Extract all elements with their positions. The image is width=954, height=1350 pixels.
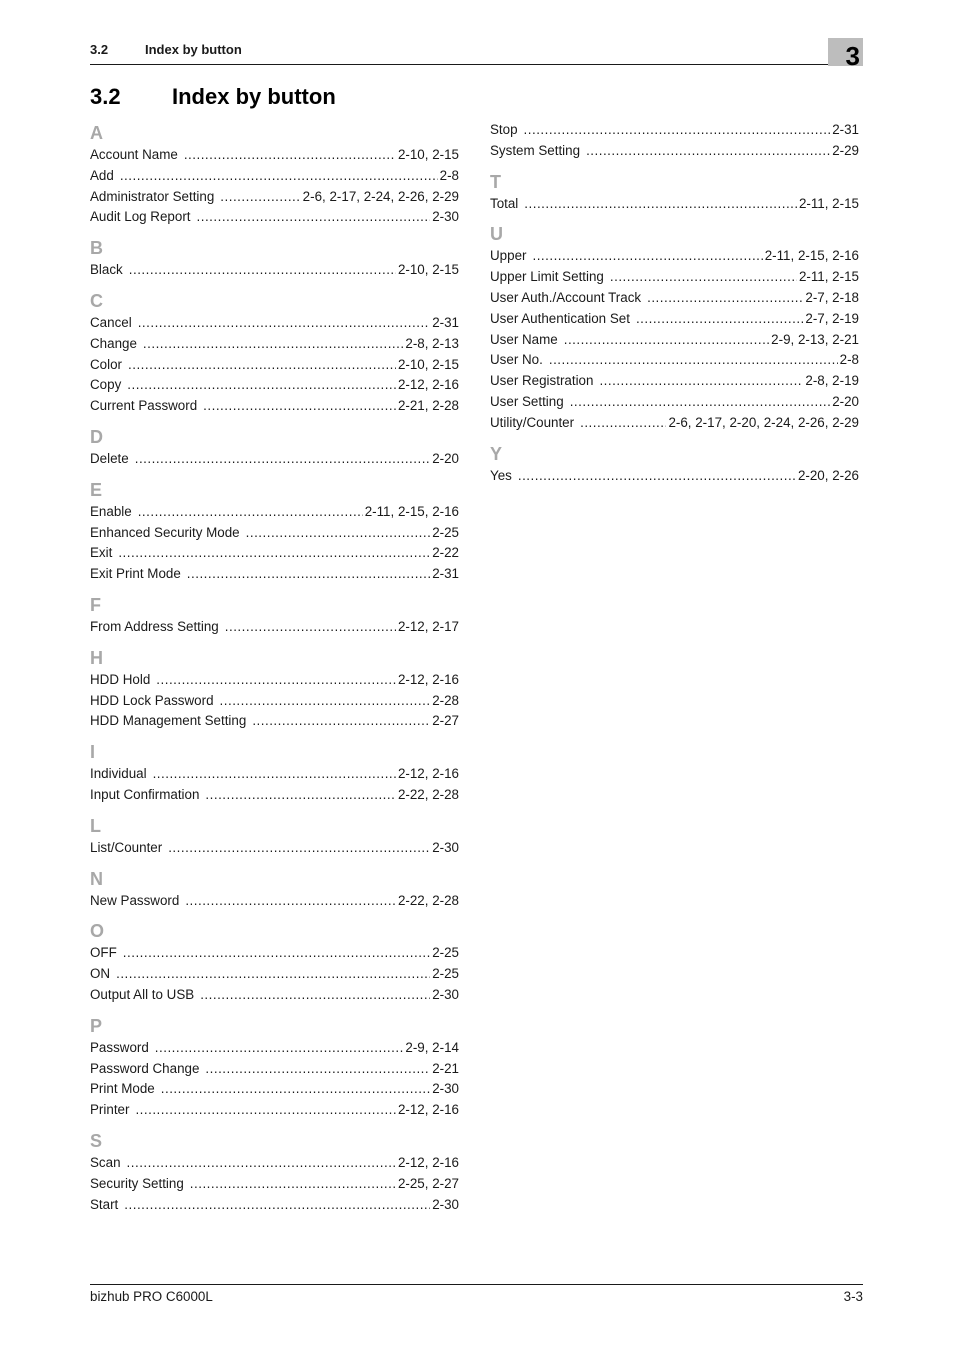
index-entry: [490, 267, 859, 288]
index-page-refs: 2-20: [832, 393, 859, 409]
index-letter-group: [90, 121, 459, 228]
index-page-refs: 2-22, 2-28: [397, 892, 459, 908]
index-entry: [490, 371, 859, 392]
chapter-tab: 3: [828, 38, 863, 66]
index-page-refs: 2-11, 2-15, 2-16: [364, 503, 459, 519]
index-term: Security Setting: [90, 1175, 184, 1191]
index-entry: [90, 691, 459, 712]
dot-leader: [203, 396, 396, 417]
index-page-refs: 2-21: [432, 1060, 459, 1076]
index-term: User Setting: [490, 393, 564, 409]
index-page-refs: 2-30: [432, 986, 459, 1002]
index-letter-group: [90, 236, 459, 281]
index-letter-heading: P: [90, 1015, 103, 1036]
index-entry: [90, 1079, 459, 1100]
index-letter-heading: C: [90, 290, 103, 311]
index-entry: [90, 564, 459, 585]
index-page-refs: 2-11, 2-15: [798, 269, 859, 285]
index-page-refs: 2-22, 2-28: [397, 786, 459, 802]
dot-leader: [220, 691, 431, 712]
footer-model: bizhub PRO C6000L: [90, 1289, 213, 1304]
index-page-refs: 2-21, 2-28: [397, 398, 459, 414]
dot-leader: [135, 1100, 396, 1121]
index-page-refs: 2-12, 2-16: [397, 377, 459, 393]
dot-leader: [153, 764, 396, 785]
page-title-number: 3.2: [90, 84, 121, 109]
index-term: From Address Setting: [90, 618, 219, 634]
index-letter-heading: T: [490, 171, 501, 192]
index-term: HDD Hold: [90, 671, 151, 687]
dot-leader: [549, 350, 838, 371]
index-letter-heading: E: [90, 479, 103, 500]
index-term: User Registration: [490, 373, 594, 389]
index-page-refs: 2-9, 2-14: [405, 1039, 459, 1055]
index-page-refs: 2-30: [432, 839, 459, 855]
index-page-refs: 2-12, 2-16: [397, 766, 459, 782]
index-letter-group: [90, 478, 459, 585]
index-page-refs: 2-29: [832, 142, 859, 158]
index-page-refs: 2-25, 2-27: [397, 1175, 459, 1191]
index-page-refs: 2-12, 2-17: [397, 618, 459, 634]
index-term: ON: [90, 966, 111, 982]
index-entry: [90, 187, 459, 208]
dot-leader: [252, 711, 430, 732]
index-letter-group: [90, 1014, 459, 1121]
index-letter-group: [90, 867, 459, 912]
index-entry: [90, 355, 459, 376]
index-term: Scan: [90, 1154, 121, 1170]
dot-leader: [246, 523, 431, 544]
index-entry: [90, 670, 459, 691]
dot-leader: [205, 1059, 430, 1080]
dot-leader: [197, 207, 431, 228]
dot-leader: [118, 543, 430, 564]
index-term: Yes: [490, 467, 512, 483]
index-letter-group: [90, 289, 459, 417]
index-term: Audit Log Report: [90, 209, 191, 225]
index-letter-group: [90, 919, 459, 1005]
index-term: Delete: [90, 450, 129, 466]
dot-leader: [532, 246, 762, 267]
index-letter-heading: U: [490, 224, 503, 245]
index-term: Exit Print Mode: [90, 566, 181, 582]
dot-leader: [128, 355, 396, 376]
index-page-refs: 2-25: [432, 945, 459, 961]
dot-leader: [225, 617, 396, 638]
footer-page-number: 3-3: [843, 1289, 863, 1304]
index-page-refs: 2-31: [432, 314, 459, 330]
index-term: Change: [90, 335, 137, 351]
index-right-groups: [490, 170, 859, 487]
index-term: Output All to USB: [90, 986, 195, 1002]
dot-leader: [200, 985, 430, 1006]
page-title-text: Index by button: [172, 84, 336, 109]
index-letter-heading: I: [90, 742, 96, 763]
index-letter-heading: B: [90, 238, 103, 259]
index-page-refs: 2-11, 2-15, 2-16: [764, 248, 859, 264]
dot-leader: [205, 785, 396, 806]
index-page-refs: 2-12, 2-16: [397, 671, 459, 687]
index-letter-heading: A: [90, 123, 103, 143]
index-entry: [90, 785, 459, 806]
index-term: User Authentication Set: [490, 310, 630, 326]
index-entry: [90, 891, 459, 912]
index-term: Printer: [90, 1102, 130, 1118]
running-header: [90, 42, 863, 65]
index-term: Upper Limit Setting: [490, 269, 604, 285]
dot-leader: [155, 1038, 404, 1059]
index-term: HDD Management Setting: [90, 713, 247, 729]
index-entry: [90, 943, 459, 964]
index-term: Cancel: [90, 314, 132, 330]
index-page-refs: 2-9, 2-13, 2-21: [771, 331, 859, 347]
index-page-refs: 2-6, 2-17, 2-20, 2-24, 2-26, 2-29: [668, 414, 859, 430]
index-entry: [90, 375, 459, 396]
index-entry: [490, 413, 859, 434]
index-page-refs: 2-30: [432, 209, 459, 225]
index-term: User Auth./Account Track: [490, 289, 642, 305]
index-letter-heading: L: [90, 815, 101, 836]
index-page-refs: 2-20, 2-26: [797, 467, 859, 483]
header-section-title: Index by button: [145, 42, 242, 57]
index-term: Total: [490, 195, 519, 211]
index-term: Enhanced Security Mode: [90, 524, 240, 540]
index-left-column: [90, 121, 459, 1215]
index-letter-group: [90, 593, 459, 638]
index-page-refs: 2-22: [432, 545, 459, 561]
index-entry: [490, 466, 859, 487]
index-page-refs: 2-31: [432, 566, 459, 582]
index-page-refs: 2-10, 2-15: [397, 356, 459, 372]
index-page-refs: 2-8: [439, 167, 459, 183]
index-letter-group: [490, 442, 859, 487]
index-page-refs: 2-12, 2-16: [397, 1102, 459, 1118]
index-term: New Password: [90, 892, 180, 908]
header-section-number: 3.2: [90, 42, 109, 57]
index-page-refs: 2-7, 2-18: [805, 289, 859, 305]
dot-leader: [599, 371, 803, 392]
dot-leader: [610, 267, 797, 288]
index-page-refs: 2-25: [432, 966, 459, 982]
index-entry: [490, 330, 859, 351]
index-page-refs: 2-12, 2-16: [397, 1154, 459, 1170]
index-letter-heading: Y: [490, 443, 503, 464]
index-term: Administrator Setting: [90, 188, 215, 204]
dot-leader: [124, 1195, 430, 1216]
index-term: Enable: [90, 503, 132, 519]
dot-leader: [190, 1174, 396, 1195]
index-entry: [90, 207, 459, 228]
index-page-refs: 2-28: [432, 692, 459, 708]
index-term: Copy: [90, 377, 122, 393]
index-entry: [490, 194, 859, 215]
dot-leader: [123, 943, 430, 964]
index-entry: [90, 711, 459, 732]
dot-leader: [524, 120, 831, 141]
dot-leader: [156, 670, 396, 691]
index-entry: [90, 1100, 459, 1121]
page-footer: [90, 1284, 863, 1309]
index-entry: [90, 1059, 459, 1080]
index-page-refs: 2-10, 2-15: [397, 147, 459, 162]
index-term: Account Name: [90, 147, 178, 162]
index-page-refs: 2-31: [832, 122, 859, 137]
index-page-refs: 2-7, 2-19: [805, 310, 859, 326]
dot-leader: [184, 145, 396, 166]
index-page-refs: 2-20: [432, 450, 459, 466]
index-term: Color: [90, 356, 122, 372]
index-entry: [490, 120, 859, 141]
index-term: Exit: [90, 545, 113, 561]
index-entry: [90, 166, 459, 187]
dot-leader: [138, 502, 363, 523]
index-term: List/Counter: [90, 839, 163, 855]
index-page-refs: 2-8, 2-13: [405, 335, 459, 351]
index-term: System Setting: [490, 142, 581, 158]
index-page-refs: 2-10, 2-15: [397, 262, 459, 278]
dot-leader: [564, 330, 769, 351]
index-term: Individual: [90, 766, 147, 782]
dot-leader: [135, 449, 430, 470]
index-right-column: [490, 120, 859, 486]
index-letter-group: [490, 222, 859, 433]
index-term: User Name: [490, 331, 558, 347]
index-entry: [90, 1038, 459, 1059]
dot-leader: [127, 375, 396, 396]
dot-leader: [187, 564, 430, 585]
index-entry: [490, 288, 859, 309]
dot-leader: [143, 334, 403, 355]
index-letter-group: [90, 740, 459, 806]
dot-leader: [518, 466, 796, 487]
index-entry: [490, 246, 859, 267]
dot-leader: [580, 413, 666, 434]
index-letter-heading: D: [90, 426, 103, 447]
index-page-refs: 2-30: [432, 1196, 459, 1212]
index-term: Input Confirmation: [90, 786, 200, 802]
index-entry: [90, 523, 459, 544]
index-entry: [90, 764, 459, 785]
index-page-refs: 2-8, 2-19: [805, 373, 859, 389]
index-term: Upper: [490, 248, 527, 264]
index-entry: [90, 396, 459, 417]
dot-leader: [127, 1153, 396, 1174]
index-page-refs: 2-6, 2-17, 2-24, 2-26, 2-29: [302, 188, 459, 204]
dot-leader: [120, 166, 438, 187]
index-term: Print Mode: [90, 1081, 155, 1097]
index-entry: [90, 145, 459, 166]
dot-leader: [647, 288, 803, 309]
index-term: User No.: [490, 352, 543, 368]
dot-leader: [129, 260, 396, 281]
dot-leader: [168, 838, 430, 859]
dot-leader: [138, 313, 431, 334]
index-entry: [90, 1195, 459, 1216]
index-term: Password Change: [90, 1060, 200, 1076]
index-entry: [90, 985, 459, 1006]
index-letter-group: [90, 425, 459, 470]
index-entry: [90, 334, 459, 355]
dot-leader: [220, 187, 300, 208]
index-entry: [90, 449, 459, 470]
index-entry: [90, 838, 459, 859]
index-page-refs: 2-27: [432, 713, 459, 729]
dot-leader: [161, 1079, 430, 1100]
index-entry: [90, 617, 459, 638]
index-letter-group: [90, 1129, 459, 1215]
index-letter-group: [90, 814, 459, 859]
index-term: Stop: [490, 122, 518, 137]
index-term: HDD Lock Password: [90, 692, 214, 708]
index-letter-heading: S: [90, 1130, 103, 1151]
index-entry: [90, 502, 459, 523]
index-page-refs: 2-11, 2-15: [798, 195, 859, 211]
index-letter-heading: F: [90, 594, 101, 615]
index-continued-entries: [490, 120, 859, 162]
index-letter-heading: H: [90, 647, 103, 668]
dot-leader: [570, 392, 831, 413]
index-page-refs: 2-25: [432, 524, 459, 540]
index-term: OFF: [90, 945, 117, 961]
index-entry: [90, 543, 459, 564]
index-letter-heading: N: [90, 868, 103, 889]
index-entry: [490, 392, 859, 413]
dot-leader: [116, 964, 430, 985]
index-page-refs: 2-30: [432, 1081, 459, 1097]
index-entry: [490, 350, 859, 371]
index-entry: [90, 260, 459, 281]
index-entry: [90, 1174, 459, 1195]
index-term: Password: [90, 1039, 149, 1055]
index-entry: [90, 313, 459, 334]
index-page-refs: 2-8: [839, 352, 859, 368]
index-entry: [90, 1153, 459, 1174]
dot-leader: [524, 194, 797, 215]
index-term: Add: [90, 167, 114, 183]
index-letter-group: [90, 646, 459, 732]
dot-leader: [586, 141, 830, 162]
index-entry: [90, 964, 459, 985]
index-letter-group: [490, 170, 859, 215]
index-entry: [490, 141, 859, 162]
index-term: Start: [90, 1196, 119, 1212]
index-term: Utility/Counter: [490, 414, 575, 430]
index-term: Current Password: [90, 398, 198, 414]
index-letter-heading: O: [90, 921, 105, 942]
dot-leader: [636, 309, 803, 330]
index-term: Black: [90, 262, 123, 278]
index-entry: [490, 309, 859, 330]
dot-leader: [185, 891, 396, 912]
